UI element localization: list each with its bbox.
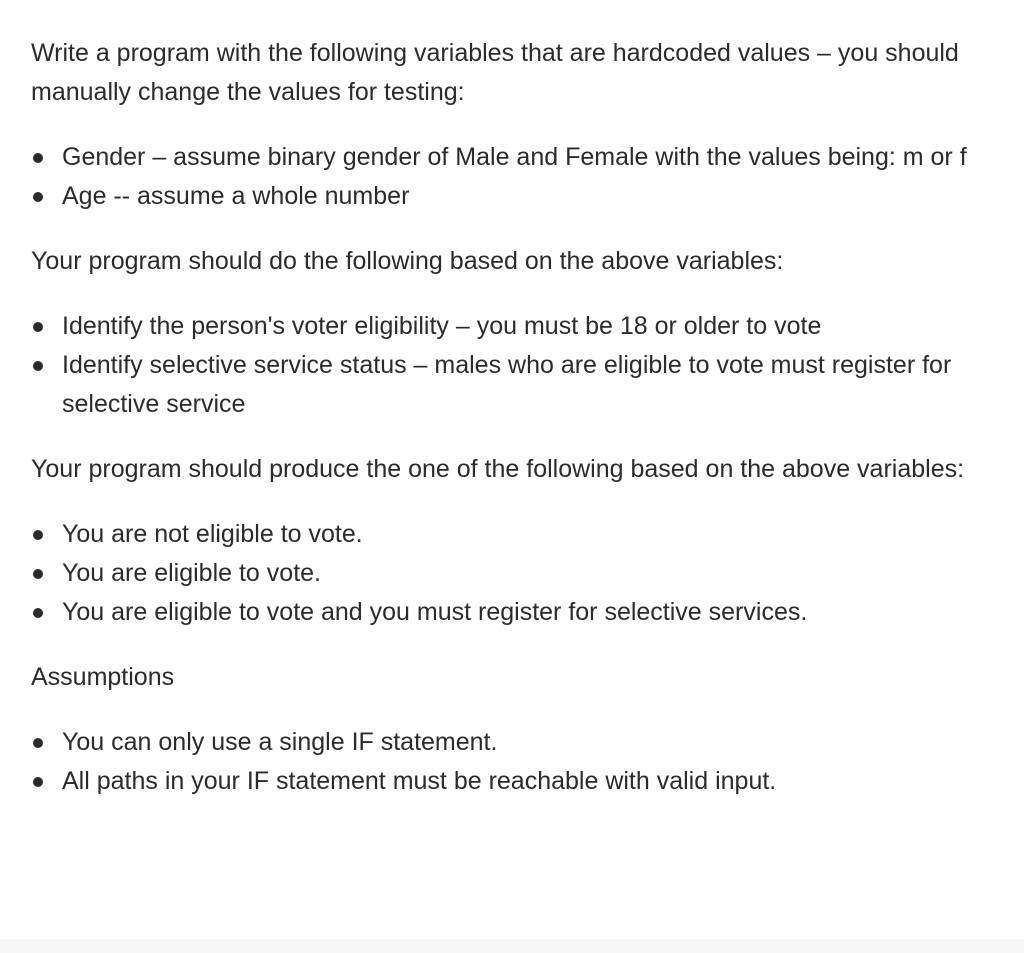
output-paragraph: Your program should produce the one of the following based on the above variables: [31,455,965,483]
assumptions-list [31,723,991,801]
list-item [31,762,991,801]
bullet-icon [33,608,43,618]
requirements-list [31,307,991,424]
bullet-icon [33,530,43,540]
list-item-text: You are eligible to vote. [62,559,321,587]
assumptions-heading: Assumptions [31,663,175,691]
list-item [31,177,991,216]
bullet-icon [33,777,43,787]
list-item [31,593,991,632]
list-item-text: Gender – assume binary gender of Male and Female with the values being: m or f [62,143,967,171]
variables-list [31,138,991,216]
list-item [31,307,991,346]
bullet-icon [33,192,43,202]
intro-paragraph: Write a program with the following variables that are hardcoded values – you should manually change the values for testing: [31,39,959,106]
list-item [31,138,991,177]
list-item [31,554,991,593]
bullet-icon [33,153,43,163]
bullet-icon [33,361,43,371]
list-item-text: Identify the person's voter eligibility – you must be 18 or older to vote [62,312,822,340]
list-item [31,346,991,424]
list-item-text: You are eligible to vote and you must register for selective services. [62,598,808,626]
list-item-text: Age -- assume a whole number [62,182,410,210]
list-item-text: You can only use a single IF statement. [62,728,498,756]
list-item-text: You are not eligible to vote. [62,520,363,548]
assignment-text [31,34,991,801]
output-list [31,515,991,632]
bullet-icon [33,569,43,579]
bottom-divider [0,939,1024,953]
list-item [31,515,991,554]
bullet-icon [33,738,43,748]
list-item [31,723,991,762]
requirements-paragraph: Your program should do the following based on the above variables: [31,247,784,275]
list-item-text: All paths in your IF statement must be reachable with valid input. [62,767,777,795]
list-item-text: Identify selective service status – males who are eligible to vote must register for selective service [62,351,952,418]
bullet-icon [33,322,43,332]
